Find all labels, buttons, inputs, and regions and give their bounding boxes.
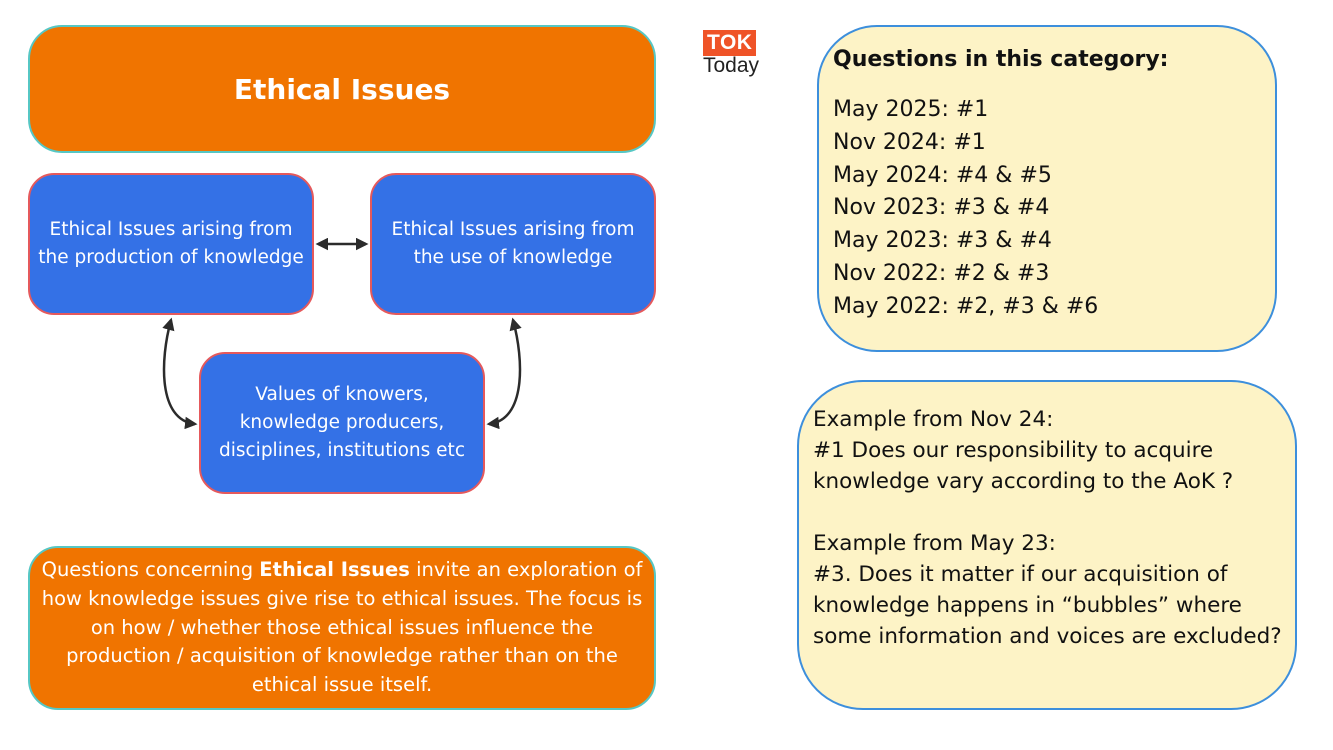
description-text — [40, 556, 644, 700]
description-suffix: invite an exploration of how knowledge issues give rise to ethical issues. The focus is on how / whether those ethical issues influence the production / acquisition of knowledge rather than on the ethical issue itself. — [41, 557, 643, 697]
logo-badge: TOK — [703, 30, 756, 56]
description-prefix: Questions concerning — [41, 557, 260, 581]
logo-word: Today — [703, 54, 760, 77]
production-box — [28, 173, 314, 315]
examples-box — [797, 380, 1297, 710]
production-label: Ethical Issues arising from the production of knowledge — [38, 219, 304, 268]
diagram-title: Ethical Issues — [233, 72, 451, 106]
tok-today-logo — [703, 30, 771, 78]
question-item: May 2024: #4 & #5 — [833, 162, 1052, 188]
question-item: Nov 2023: #3 & #4 — [833, 195, 1050, 221]
example-heading: Example from Nov 24: — [813, 407, 1054, 432]
question-item: Nov 2022: #2 & #3 — [833, 260, 1050, 286]
description-bold: Ethical Issues — [259, 557, 410, 581]
values-label: Values of knowers, knowledge producers, disciplines, institutions etc — [218, 384, 465, 461]
use-label: Ethical Issues arising from the use of knowledge — [391, 219, 635, 268]
question-item: May 2025: #1 — [833, 97, 989, 122]
use-box — [370, 173, 656, 315]
example-text: #1 Does our responsibility to acquire knowledge vary according to the AoK ? — [813, 438, 1234, 494]
values-box — [199, 352, 485, 494]
title-box — [28, 25, 656, 153]
question-item: May 2023: #3 & #4 — [833, 228, 1052, 254]
question-item: Nov 2024: #1 — [833, 129, 986, 155]
questions-title: Questions in this category: — [833, 47, 1169, 72]
question-item: May 2022: #2, #3 & #6 — [833, 293, 1099, 319]
description-box — [28, 546, 656, 710]
use-values-arrow — [489, 320, 520, 424]
questions-box — [817, 25, 1277, 352]
production-values-arrow — [164, 320, 195, 424]
example-text: #3. Does it matter if our acquisition of knowledge happens in “bubbles” where some information and voices are excluded? — [813, 562, 1282, 649]
example-heading: Example from May 23: — [813, 531, 1056, 556]
